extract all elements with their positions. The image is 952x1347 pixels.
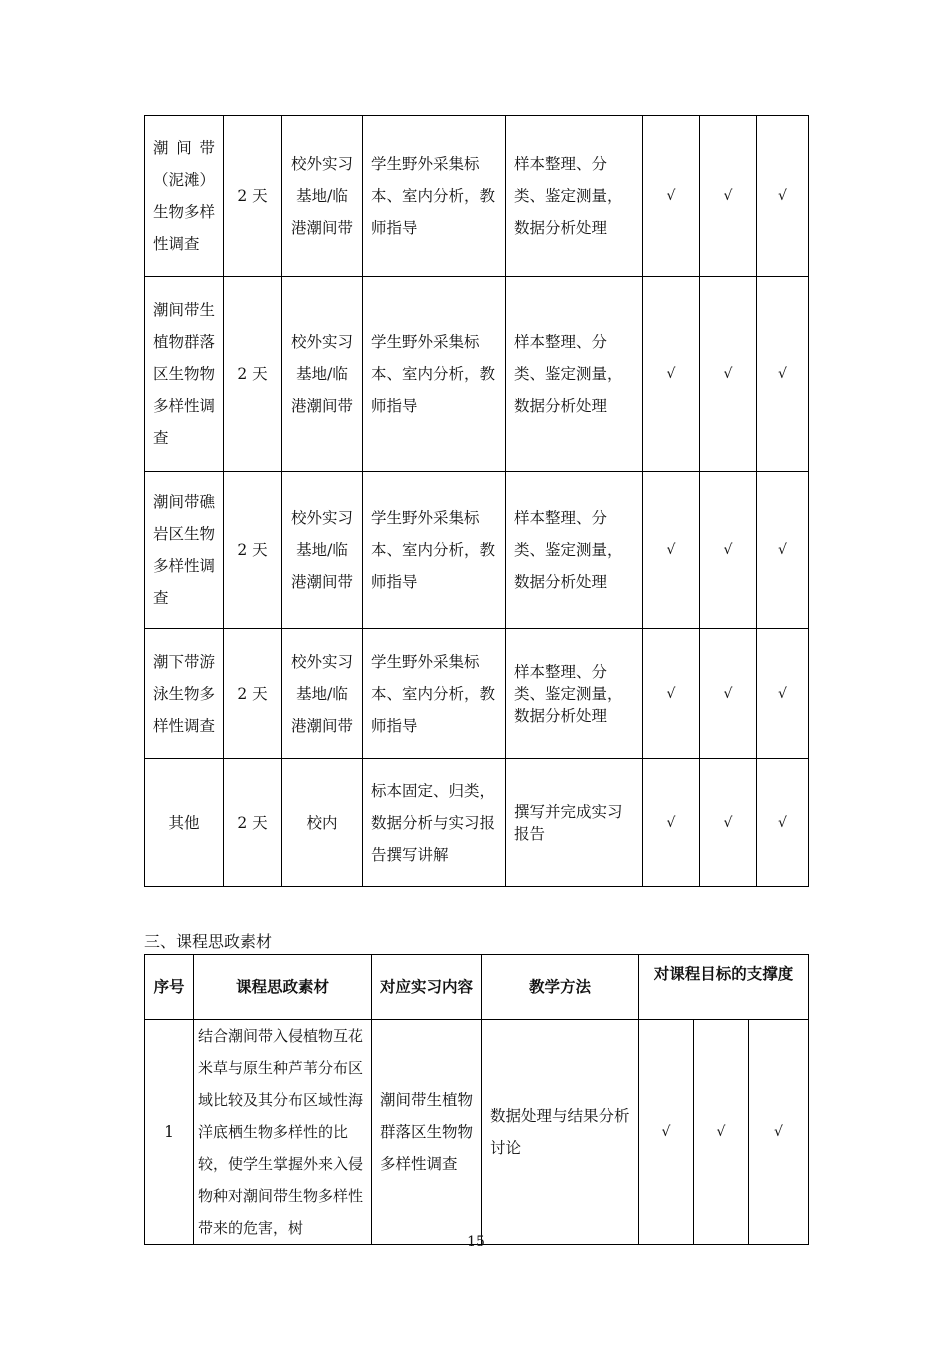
content-cell: 潮间带生植物群落区生物物多样性调查 (372, 1020, 482, 1245)
ideological-materials-table (144, 954, 809, 1245)
days-cell: 2 天 (224, 472, 282, 629)
table-row (145, 277, 809, 472)
days-cell: 2 天 (224, 629, 282, 759)
table-row (145, 629, 809, 759)
table-row (145, 116, 809, 277)
check-mark: √ (643, 472, 700, 629)
method-cell: 学生野外采集标本、室内分析，教师指导 (363, 277, 506, 472)
method-cell: 学生野外采集标本、室内分析，教师指导 (363, 472, 506, 629)
method-cell: 标本固定、归类，数据分析与实习报告撰写讲解 (363, 759, 506, 887)
content-cell: 样本整理、分类、鉴定测量，数据分析处理 (506, 277, 643, 472)
check-mark: √ (757, 629, 809, 759)
method-cell: 学生野外采集标本、室内分析，教师指导 (363, 116, 506, 277)
check-mark: √ (700, 116, 757, 277)
content-cell: 样本整理、分类、鉴定测量，数据分析处理 (506, 629, 643, 759)
content-cell: 样本整理、分类、鉴定测量，数据分析处理 (506, 116, 643, 277)
header-support: 对课程目标的支撑度 (639, 955, 809, 1020)
check-mark: √ (700, 629, 757, 759)
activity-name: 潮间带礁岩区生物多样性调查 (145, 472, 224, 629)
location-cell: 校外实习基地/临港潮间带 (282, 116, 363, 277)
page-number: 15 (467, 1234, 485, 1250)
seq-cell: 1 (145, 1020, 194, 1245)
internship-schedule-table (144, 115, 809, 887)
table-row (145, 1020, 809, 1245)
days-cell: 2 天 (224, 759, 282, 887)
content-cell: 样本整理、分类、鉴定测量，数据分析处理 (506, 472, 643, 629)
check-mark: √ (757, 116, 809, 277)
header-method: 教学方法 (482, 955, 639, 1020)
header-material: 课程思政素材 (194, 955, 372, 1020)
check-mark: √ (700, 759, 757, 887)
check-mark: √ (700, 277, 757, 472)
location-cell: 校外实习基地/临港潮间带 (282, 472, 363, 629)
table-row (145, 759, 809, 887)
section-title: 三、课程思政素材 (144, 932, 273, 951)
check-mark: √ (639, 1020, 694, 1245)
header-seq: 序号 (145, 955, 194, 1020)
method-cell: 学生野外采集标本、室内分析，教师指导 (363, 629, 506, 759)
check-mark: √ (643, 629, 700, 759)
check-mark: √ (643, 759, 700, 887)
material-cell: 结合潮间带入侵植物互花米草与原生种芦苇分布区域比较及其分布区域性海洋底栖生物多样性的比较，使学生掌握外来入侵物种对潮间带生物多样性带来的危害，树 (194, 1020, 372, 1245)
check-mark: √ (757, 277, 809, 472)
location-cell: 校外实习基地/临港潮间带 (282, 629, 363, 759)
table-header-row (145, 955, 809, 1020)
location-cell: 校外实习基地/临港潮间带 (282, 277, 363, 472)
check-mark: √ (643, 116, 700, 277)
check-mark: √ (700, 472, 757, 629)
check-mark: √ (757, 472, 809, 629)
check-mark: √ (643, 277, 700, 472)
content-cell: 撰写并完成实习报告 (506, 759, 643, 887)
check-mark: √ (757, 759, 809, 887)
header-content: 对应实习内容 (372, 955, 482, 1020)
table-row (145, 472, 809, 629)
days-cell: 2 天 (224, 116, 282, 277)
location-cell: 校内 (282, 759, 363, 887)
activity-name: 潮间带生植物群落区生物物多样性调查 (145, 277, 224, 472)
check-mark: √ (749, 1020, 809, 1245)
check-mark: √ (694, 1020, 749, 1245)
days-cell: 2 天 (224, 277, 282, 472)
method-cell: 数据处理与结果分析讨论 (482, 1020, 639, 1245)
activity-name: 潮下带游泳生物多样性调查 (145, 629, 224, 759)
activity-name: 潮间带（泥滩）生物多样性调查 (145, 116, 224, 277)
activity-name: 其他 (145, 759, 224, 887)
